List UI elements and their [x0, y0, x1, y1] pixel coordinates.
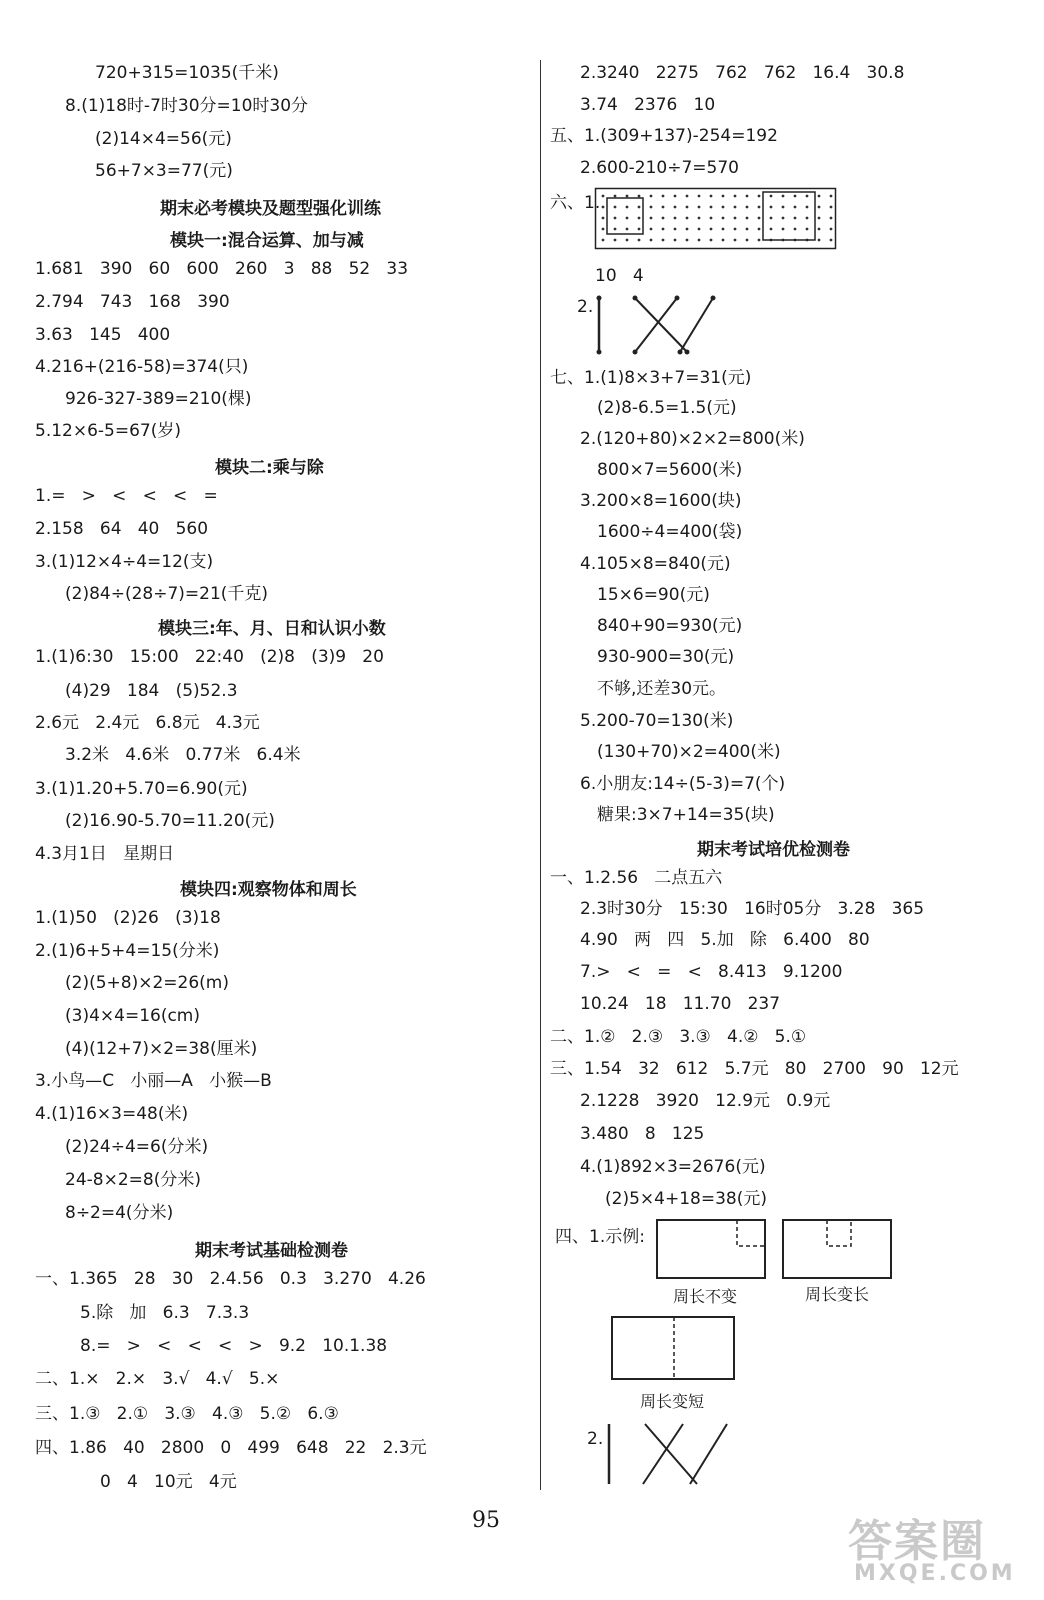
endpoint-dot	[711, 296, 716, 301]
grid-dot	[818, 217, 821, 220]
answer-line: 10.24 18 11.70 237	[580, 994, 781, 1014]
answer-line: (2)84÷(28÷7)=21(千克)	[65, 584, 269, 604]
answer-line: 二、1.② 2.③ 3.③ 4.② 5.①	[550, 1027, 807, 1047]
answer-line: 三、1.③ 2.① 3.③ 4.③ 5.② 6.③	[35, 1404, 339, 1424]
grid-dot	[758, 239, 761, 242]
answer-line: 一、1.2.56 二点五六	[550, 868, 723, 888]
grid-dot	[770, 217, 773, 220]
grid-dot	[638, 217, 641, 220]
grid-dot	[602, 206, 605, 209]
answer-line: 4.105×8=840(元)	[580, 554, 731, 574]
answer-line: (2)(5+8)×2=26(m)	[65, 973, 229, 993]
answer-line: 930-900=30(元)	[597, 647, 735, 667]
grid-dot	[734, 195, 737, 198]
answer-line: 6.小朋友:14÷(5-3)=7(个)	[580, 774, 786, 794]
answer-line: 3.63 145 400	[35, 325, 171, 345]
answer-line: 2.6元 2.4元 6.8元 4.3元	[35, 713, 260, 733]
grid-dot	[758, 217, 761, 220]
answer-line: 2.3时30分 15:30 16时05分 3.28 365	[580, 899, 925, 919]
grid-dot	[698, 239, 701, 242]
endpoint-dot	[597, 350, 602, 355]
grid-dot	[782, 217, 785, 220]
answer-line: 24-8×2=8(分米)	[65, 1170, 201, 1190]
answer-line: 5.除 加 6.3 7.3.3	[80, 1303, 250, 1323]
answer-line: (2)5×4+18=38(元)	[605, 1189, 767, 1209]
module-title: 模块二:乘与除	[215, 458, 324, 478]
answer-line: (2)16.90-5.70=11.20(元)	[65, 811, 275, 831]
answer-line: 3.74 2376 10	[580, 95, 716, 115]
answer-line: 4.(1)16×3=48(米)	[35, 1104, 189, 1124]
cross-line	[645, 1424, 697, 1484]
answer-line: 六、1.	[550, 193, 601, 213]
answer-line: 8÷2=4(分米)	[65, 1203, 174, 1223]
answer-line: 3.(1)1.20+5.70=6.90(元)	[35, 779, 248, 799]
column-divider	[540, 60, 541, 1490]
grid-dot	[710, 217, 713, 220]
module-title: 模块一:混合运算、加与减	[170, 231, 364, 251]
grid-dot	[614, 195, 617, 198]
grid-dot	[686, 217, 689, 220]
grid-dot	[614, 206, 617, 209]
answer-line: 56+7×3=77(元)	[95, 161, 233, 181]
cross-line	[635, 298, 677, 352]
perimeter-figure-shorter	[610, 1315, 736, 1381]
grid-dot	[830, 217, 833, 220]
grid-dot	[722, 239, 725, 242]
grid-dot	[794, 195, 797, 198]
answer-line: 4.216+(216-58)=374(只)	[35, 357, 249, 377]
answer-line: 2.(1)6+5+4=15(分米)	[35, 941, 220, 961]
grid-dot	[722, 206, 725, 209]
answer-line: 15×6=90(元)	[597, 585, 710, 605]
answer-line: 三、1.54 32 612 5.7元 80 2700 90 12元	[550, 1059, 959, 1079]
grid-dot	[722, 195, 725, 198]
section-title: 期末考试基础检测卷	[195, 1241, 348, 1261]
answer-line: 8.(1)18时-7时30分=10时30分	[65, 96, 309, 116]
answer-line: 3.200×8=1600(块)	[580, 491, 742, 511]
grid-dot	[794, 228, 797, 231]
section-title: 期末必考模块及题型强化训练	[160, 199, 381, 219]
grid-dot	[746, 239, 749, 242]
perimeter-figures-row	[655, 1218, 895, 1280]
grid-dot	[710, 206, 713, 209]
answer-line: (4)(12+7)×2=38(厘米)	[65, 1039, 258, 1059]
grid-dot	[734, 239, 737, 242]
grid-dot	[746, 217, 749, 220]
dot-grid-square	[607, 198, 643, 234]
grid-dot	[686, 195, 689, 198]
answer-line: 800×7=5600(米)	[597, 460, 743, 480]
endpoint-dot	[675, 296, 680, 301]
answer-line: 840+90=930(元)	[597, 616, 743, 636]
answer-line: 3.480 8 125	[580, 1124, 705, 1144]
answer-line: 2.1228 3920 12.9元 0.9元	[580, 1091, 831, 1111]
grid-dot	[698, 228, 701, 231]
grid-dot	[662, 195, 665, 198]
grid-dot	[830, 228, 833, 231]
endpoint-dot	[597, 296, 602, 301]
grid-dot	[626, 195, 629, 198]
answer-line: (2)24÷4=6(分米)	[65, 1137, 209, 1157]
grid-dot	[626, 206, 629, 209]
grid-dot	[686, 206, 689, 209]
grid-dot	[650, 217, 653, 220]
parallel-line	[690, 1424, 727, 1484]
grid-dot	[698, 195, 701, 198]
answer-line: 3.(1)12×4÷4=12(支)	[35, 552, 214, 572]
endpoint-dot	[633, 350, 638, 355]
answer-line: 5.200-70=130(米)	[580, 711, 734, 731]
grid-dot	[830, 239, 833, 242]
grid-dot	[662, 217, 665, 220]
grid-dot	[614, 228, 617, 231]
grid-dot	[686, 239, 689, 242]
answer-line: (130+70)×2=400(米)	[597, 742, 781, 762]
grid-dot	[782, 228, 785, 231]
answer-line: 2.158 64 40 560	[35, 519, 209, 539]
grid-dot	[614, 217, 617, 220]
grid-dot	[722, 217, 725, 220]
endpoint-dot	[685, 350, 690, 355]
answer-line: 4.90 两 四 5.加 除 6.400 80	[580, 930, 870, 950]
grid-dot	[818, 228, 821, 231]
cross-line	[643, 1424, 683, 1484]
cut-corner-dashed	[737, 1220, 765, 1246]
grid-dot	[758, 195, 761, 198]
grid-dot	[614, 239, 617, 242]
answer-line: 4.(1)892×3=2676(元)	[580, 1157, 766, 1177]
grid-dot	[626, 217, 629, 220]
answer-line: 糖果:3×7+14=35(块)	[597, 805, 775, 825]
grid-dot	[698, 217, 701, 220]
grid-dot	[758, 206, 761, 209]
answer-line: 0 4 10元 4元	[100, 1472, 237, 1492]
grid-dot	[782, 206, 785, 209]
figure-label: 周长变短	[640, 1392, 705, 1411]
grid-dot	[710, 228, 713, 231]
grid-dot	[602, 228, 605, 231]
dot-grid-rectangle	[763, 192, 815, 240]
answer-line: 4.3月1日 星期日	[35, 844, 175, 864]
module-title: 模块四:观察物体和周长	[180, 880, 357, 900]
answer-line: 1600÷4=400(袋)	[597, 522, 743, 542]
grid-dot	[818, 195, 821, 198]
rectangle-shorter	[612, 1317, 734, 1379]
answer-line: 2.	[577, 297, 594, 317]
grid-dot	[710, 195, 713, 198]
grid-dot	[626, 239, 629, 242]
grid-dot	[770, 228, 773, 231]
grid-dot	[758, 228, 761, 231]
answer-line: (2)8-6.5=1.5(元)	[597, 398, 737, 418]
rectangle-longer	[783, 1220, 891, 1278]
grid-dot	[806, 195, 809, 198]
endpoint-dot	[633, 296, 638, 301]
grid-dot	[674, 206, 677, 209]
figure-label: 周长不变	[673, 1287, 738, 1306]
answer-line: 二、1.× 2.× 3.√ 4.√ 5.×	[35, 1369, 280, 1389]
watermark-logo	[848, 1505, 1038, 1593]
grid-dot	[818, 239, 821, 242]
grid-dot	[662, 228, 665, 231]
answer-line: 2.794 743 168 390	[35, 292, 230, 312]
answer-line: 3.2米 4.6米 0.77米 6.4米	[65, 745, 301, 765]
parallel-line	[680, 298, 713, 352]
answer-line: 2.600-210÷7=570	[580, 158, 740, 178]
grid-dot	[794, 217, 797, 220]
grid-dot	[770, 206, 773, 209]
section-title: 期末考试培优检测卷	[697, 840, 850, 860]
grid-dot	[830, 206, 833, 209]
answer-line: 1.681 390 60 600 260 3 88 52 33	[35, 259, 409, 279]
answer-line: (3)4×4=16(cm)	[65, 1006, 201, 1026]
grid-dot	[602, 239, 605, 242]
grid-dot	[782, 195, 785, 198]
watermark-url: MXQE.COM	[854, 1561, 1016, 1586]
grid-dot	[686, 228, 689, 231]
answer-line: 1.(1)6:30 15:00 22:40 (2)8 (3)9 20	[35, 647, 384, 667]
grid-dot	[602, 195, 605, 198]
grid-dot	[722, 228, 725, 231]
grid-dot	[674, 228, 677, 231]
answer-line: 四、1.86 40 2800 0 499 648 22 2.3元	[35, 1438, 427, 1458]
grid-dot	[698, 206, 701, 209]
module-title: 模块三:年、月、日和认识小数	[158, 619, 386, 639]
rectangle-unchanged	[657, 1220, 765, 1278]
dot-grid-figure	[595, 188, 837, 250]
answer-line: 926-327-389=210(棵)	[65, 389, 252, 409]
grid-dot	[806, 228, 809, 231]
watermark-text: 答案圈	[848, 1516, 986, 1567]
grid-dot	[746, 206, 749, 209]
answer-line: (2)14×4=56(元)	[95, 129, 232, 149]
answer-line: 2.3240 2275 762 762 16.4 30.8	[580, 63, 905, 83]
grid-dot	[734, 228, 737, 231]
answer-line: (4)29 184 (5)52.3	[65, 681, 238, 701]
grid-dot	[734, 206, 737, 209]
figure-label: 周长变长	[805, 1285, 870, 1304]
answer-line: 8.= > < < < > 9.2 10.1.38	[80, 1336, 388, 1356]
grid-dot	[746, 195, 749, 198]
grid-dot	[662, 206, 665, 209]
grid-dot	[746, 228, 749, 231]
grid-dot	[626, 228, 629, 231]
grid-dot	[770, 195, 773, 198]
grid-dot	[710, 239, 713, 242]
answer-line: 五、1.(309+137)-254=192	[550, 126, 778, 146]
grid-dot	[794, 206, 797, 209]
grid-dot	[734, 217, 737, 220]
grid-dot	[638, 206, 641, 209]
cross-line	[635, 298, 687, 352]
answer-line: 3.小鸟—C 小丽—A 小猴—B	[35, 1071, 272, 1091]
endpoint-dot	[678, 350, 683, 355]
grid-dot	[674, 195, 677, 198]
grid-dot	[806, 217, 809, 220]
grid-dot	[650, 228, 653, 231]
page-number: 95	[472, 1508, 500, 1533]
answer-line: 七、1.(1)8×3+7=31(元)	[550, 368, 752, 388]
grid-dot	[806, 206, 809, 209]
grid-dot	[830, 195, 833, 198]
grid-dot	[650, 239, 653, 242]
grid-dot	[638, 228, 641, 231]
grid-dot	[674, 239, 677, 242]
answer-line: 1.(1)50 (2)26 (3)18	[35, 908, 221, 928]
answer-line: 2.(120+80)×2×2=800(米)	[580, 429, 805, 449]
line-figure	[595, 295, 720, 355]
grid-dot	[638, 195, 641, 198]
answer-line: 7.> < = < 8.413 9.1200	[580, 962, 843, 982]
grid-dot	[662, 239, 665, 242]
answer-line: 5.12×6-5=67(岁)	[35, 421, 182, 441]
cut-notch-dashed	[827, 1220, 851, 1246]
answer-line: 1.= > < < < =	[35, 486, 218, 506]
answer-line: 四、1.示例:	[555, 1227, 645, 1247]
line-figure-2	[605, 1422, 730, 1486]
grid-dot	[650, 195, 653, 198]
answer-line: 720+315=1035(千米)	[95, 63, 279, 83]
answer-line: 2.	[587, 1429, 604, 1449]
answer-line: 一、1.365 28 30 2.4.56 0.3 3.270 4.26	[35, 1269, 426, 1289]
grid-dot	[818, 206, 821, 209]
grid-dot	[602, 217, 605, 220]
grid-dot	[674, 217, 677, 220]
grid-dot	[638, 239, 641, 242]
answer-line: 不够,还差30元。	[597, 679, 727, 699]
answer-line: 10 4	[595, 266, 644, 286]
grid-dot	[650, 206, 653, 209]
